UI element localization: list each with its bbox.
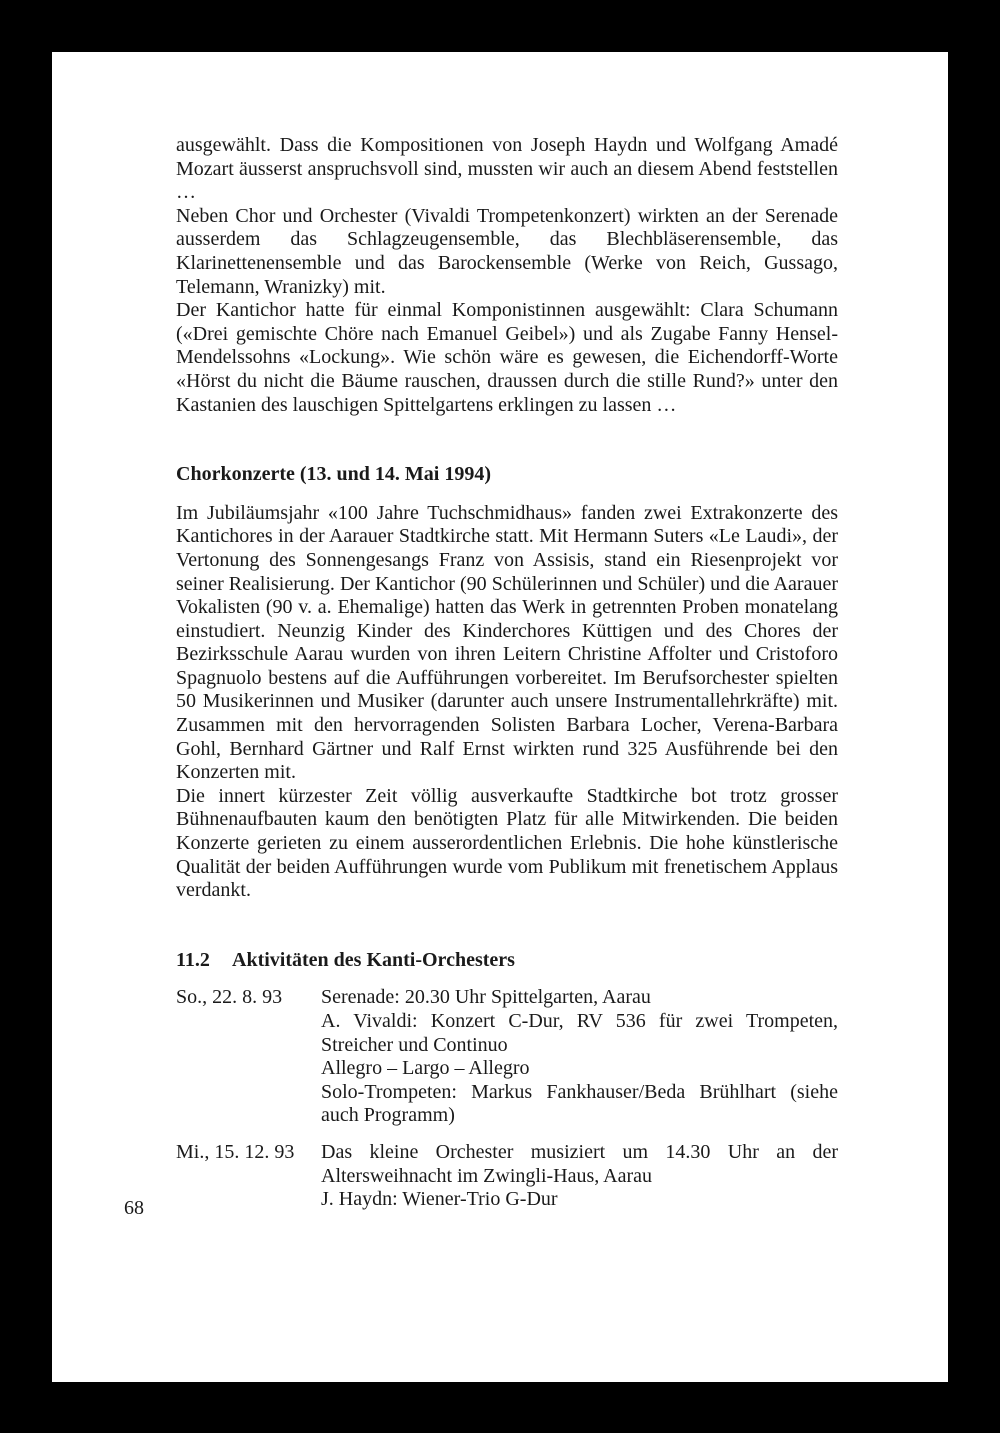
event-entry: [176, 986, 838, 1128]
section-number: 11.2: [176, 948, 210, 971]
page-number: 68: [124, 1197, 144, 1219]
document-page: [52, 52, 948, 1382]
section-title: Aktivitäten des Kanti-Orchesters: [232, 948, 515, 971]
chor-paragraph-1: Im Jubiläumsjahr «100 Jahre Tuchschmidhaus» fanden zwei Extrakonzerte des Kantichores in der Aarauer Stadtkirche statt. Mit Hermann Suters «Le Laudi», der Vertonung des Sonnengesangs Franz von Assisis, stand ein Riesenprojekt vor seiner Realisierung. Der Kantichor (90 Schülerinnen und Schüler) und die Aarauer Vokalisten (90 v. a. Ehemalige) hatten das Werk in getrennten Proben monatelang einstudiert. Neunzig Kinder des Kinderchores Küttigen und des Chores der Bezirksschule Aarau wurden von ihren Leitern Christine Affolter und Cristoforo Spagnuolo bestens auf die Aufführungen vorbereitet. Im Berufsorchester spielten 50 Musikerinnen und Musiker (darunter auch unsere Instrumentallehrkräfte) mit. Zusammen mit den hervorragenden Solisten Barbara Locher, Verena-Barbara Gohl, Bernhard Gärtner und Ralf Ernst wirkten rund 325 Ausführende bei den Konzerten mit.: [176, 501, 838, 784]
intro-paragraph-1: ausgewählt. Dass die Kompositionen von Joseph Haydn und Wolfgang Amadé Mozart äusserst anspruchsvoll sind, mussten wir auch an diesem Abend feststellen …: [176, 134, 838, 204]
page-content: [176, 134, 838, 1225]
event-line: A. Vivaldi: Konzert C-Dur, RV 536 für zwei Trompeten, Streicher und Continuo: [321, 1010, 838, 1056]
chor-paragraph-2: Die innert kürzester Zeit völlig ausverkaufte Stadtkirche bot trotz grosser Bühnenaufbauten kaum den benötigten Platz für alle Mitwirkenden. Die beiden Konzerte gerieten zu einem ausserordentlichen Erlebnis. Die hohe künstlerische Qualität der beiden Aufführungen wurde vom Publikum mit frenetischem Applaus verdankt.: [176, 784, 838, 902]
chorkonzerte-heading: Chorkonzerte (13. und 14. Mai 1994): [176, 463, 491, 486]
event-date: So., 22. 8. 93: [176, 986, 283, 1009]
event-line: J. Haydn: Wiener-Trio G-Dur: [321, 1188, 558, 1211]
event-details: [321, 986, 838, 1128]
event-entry: [176, 1141, 838, 1212]
intro-paragraph-3: Der Kantichor hatte für einmal Komponistinnen ausgewählt: Clara Schumann («Drei gemischte Chöre nach Emanuel Geibel») und als Zugabe Fanny Hensel-Mendelssohns «Lockung». Wie schön wäre es gewesen, die Eichendorff-Worte «Hörst du nicht die Bäume rauschen, draussen durch die stille Rund?» unter den Kastanien des lauschigen Spittelgartens erklingen zu lassen …: [176, 299, 838, 416]
event-line: Serenade: 20.30 Uhr Spittelgarten, Aarau: [321, 986, 651, 1009]
event-line: Allegro – Largo – Allegro: [321, 1057, 530, 1080]
event-details: [321, 1141, 838, 1212]
intro-paragraph-2: Neben Chor und Orchester (Vivaldi Trompetenkonzert) wirkten an der Serenade ausserdem das Schlagzeugensemble, das Blechbläserensemble, das Klarinettenensemble und das Barockensemble (Werke von Reich, Gussago, Telemann, Wranizky) mit.: [176, 204, 838, 298]
event-line: Solo-Trompeten: Markus Fankhauser/Beda Brühlhart (siehe auch Programm): [321, 1080, 838, 1127]
event-line: Das kleine Orchester musiziert um 14.30 Uhr an der Altersweihnacht im Zwingli-Haus, Aarau: [321, 1140, 838, 1187]
orchester-heading: [176, 949, 838, 973]
event-date: Mi., 15. 12. 93: [176, 1140, 295, 1163]
